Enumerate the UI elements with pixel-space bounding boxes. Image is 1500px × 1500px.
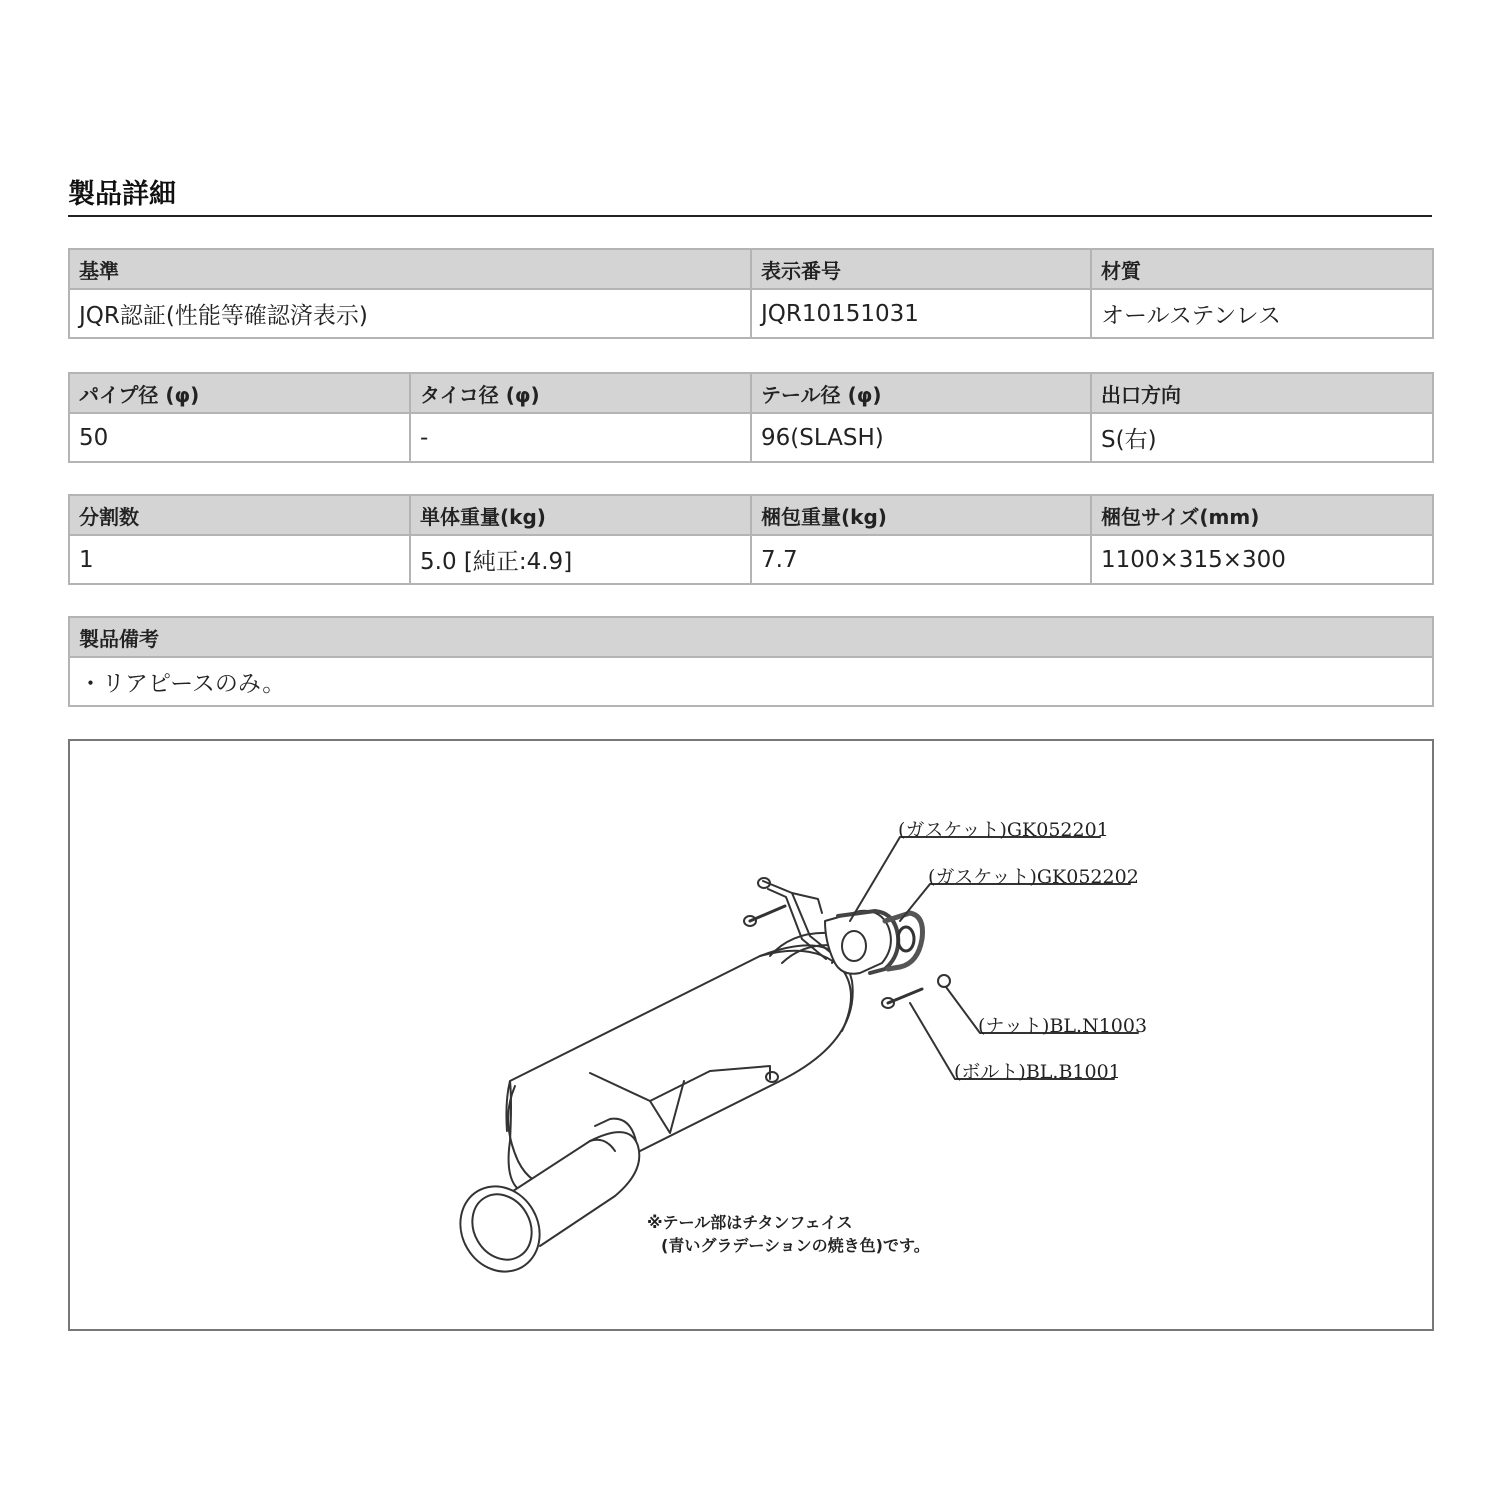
callout-nut: (ナット)BL.N1003: [978, 1015, 1148, 1037]
leader-gasket2: [900, 884, 1130, 921]
spec-table-weights: [68, 494, 1434, 585]
spec-table-dimensions: [68, 372, 1434, 463]
value-split-count: 1: [69, 535, 410, 584]
header-tail-diameter: テール径 (φ): [751, 373, 1091, 413]
value-package-size: 1100×315×300: [1091, 535, 1433, 584]
tail-note-line2: (青いグラデーションの焼き色)です。: [661, 1236, 930, 1255]
callout-gasket-gk052201: (ガスケット)GK052201: [898, 819, 1109, 841]
header-split-count: 分割数: [69, 495, 410, 535]
exhaust-diagram: [68, 739, 1434, 1331]
value-pipe-diameter: 50: [69, 413, 410, 462]
value-remarks: ・リアピースのみ。: [69, 657, 1433, 706]
inlet-flange: [825, 911, 891, 974]
value-package-weight: 7.7: [751, 535, 1091, 584]
header-material: 材質: [1091, 249, 1433, 289]
header-remarks: 製品備考: [69, 617, 1433, 657]
header-silencer-diameter: タイコ径 (φ): [410, 373, 751, 413]
header-standard: 基準: [69, 249, 751, 289]
remarks-table: [68, 616, 1434, 707]
header-unit-weight: 単体重量(kg): [410, 495, 751, 535]
value-silencer-diameter: -: [410, 413, 751, 462]
header-exit-direction: 出口方向: [1091, 373, 1433, 413]
value-unit-weight: 5.0 [純正:4.9]: [410, 535, 751, 584]
header-pipe-diameter: パイプ径 (φ): [69, 373, 410, 413]
value-tail-diameter: 96(SLASH): [751, 413, 1091, 462]
value-material: オールステンレス: [1091, 289, 1433, 338]
header-package-size: 梱包サイズ(mm): [1091, 495, 1433, 535]
header-package-weight: 梱包重量(kg): [751, 495, 1091, 535]
header-display-number: 表示番号: [751, 249, 1091, 289]
tail-note: [647, 1211, 930, 1257]
tail-note-line1: ※テール部はチタンフェイス: [647, 1213, 853, 1232]
section-title: 製品詳細: [68, 179, 176, 210]
title-divider: [68, 215, 1432, 217]
value-display-number: JQR10151031: [751, 289, 1091, 338]
callout-bolt: (ボルト)BL.B1001: [954, 1061, 1121, 1083]
nut: [938, 975, 950, 987]
value-standard: JQR認証(性能等確認済表示): [69, 289, 751, 338]
spec-table-standard: [68, 248, 1434, 339]
muffler-body: [509, 945, 853, 1195]
callout-gasket-gk052202: (ガスケット)GK052202: [928, 866, 1139, 888]
value-exit-direction: S(右): [1091, 413, 1433, 462]
